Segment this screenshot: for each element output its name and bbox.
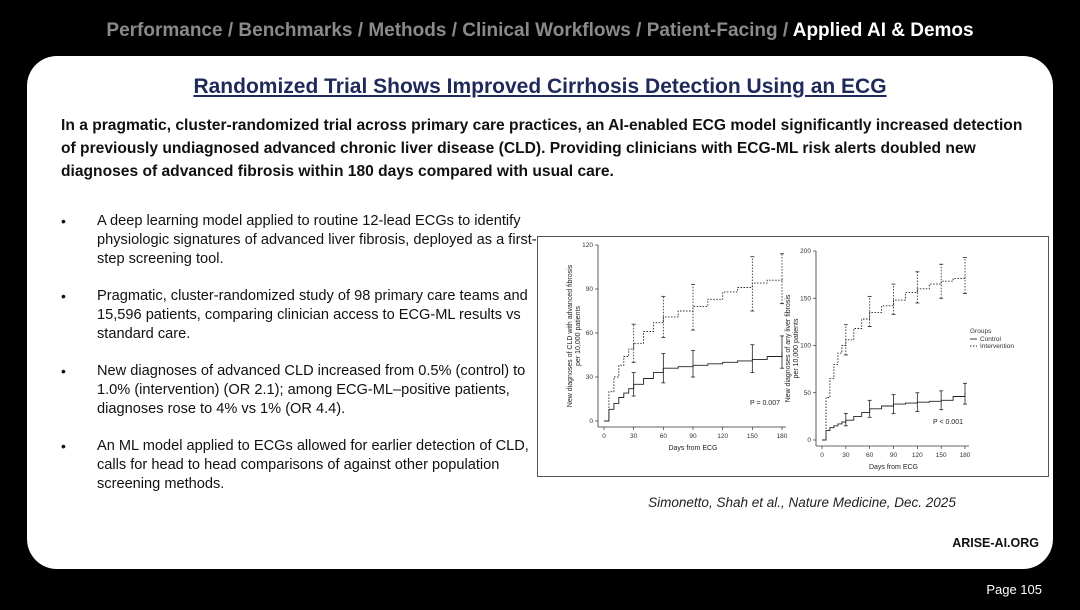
x-tick-label: 0 [602, 433, 606, 440]
chart-figure [537, 236, 1049, 477]
breadcrumb-separator: / [446, 20, 463, 41]
y-axis-label: New diagnoses of CLD with advanced fibrosisper 10,000 patients [567, 264, 582, 408]
y-tick-label: 60 [585, 330, 593, 338]
y-tick-label: 90 [585, 286, 593, 294]
x-tick-label: 120 [911, 452, 923, 459]
bullet-dot-icon: • [61, 213, 66, 229]
y-tick-label: 200 [800, 248, 811, 256]
breadcrumb-item[interactable]: Patient-Facing [646, 20, 778, 41]
bullet-text: A deep learning model applied to routine 12-lead ECGs to identify physiologic signatures of advanced liver fibrosis, deployed as a first-step screening tool. [97, 213, 537, 267]
brand-label: ARISE-AI.ORG [952, 536, 1039, 550]
x-axis-label: Days from ECG [668, 445, 718, 452]
x-tick-label: 60 [866, 452, 874, 459]
legend-title: Groups [970, 328, 992, 335]
bullet-item [55, 287, 555, 344]
breadcrumb-separator: / [352, 20, 369, 41]
breadcrumb-item[interactable]: Performance [106, 20, 223, 41]
bullet-item [55, 437, 555, 494]
x-tick-label: 180 [959, 452, 971, 459]
slide-title: Randomized Trial Shows Improved Cirrhosis Detection Using an ECG [193, 75, 887, 98]
bullet-list [55, 212, 555, 512]
breadcrumb-item[interactable]: Benchmarks [238, 20, 353, 41]
y-axis-label: New diagnoses of any liver fibrosisper 10,000 patients [785, 294, 800, 403]
bullet-dot-icon: • [61, 438, 66, 454]
page-number: Page 105 [986, 582, 1042, 597]
bullet-dot-icon: • [61, 363, 66, 379]
x-tick-label: 60 [659, 433, 667, 440]
y-tick-label: 100 [800, 342, 811, 350]
bullet-item [55, 212, 555, 269]
bullet-item [55, 362, 555, 419]
citation: Simonetto, Shah et al., Nature Medicine, Dec. 2025 [648, 495, 956, 510]
x-tick-label: 90 [889, 452, 898, 459]
breadcrumb-item[interactable]: Applied AI & Demos [792, 20, 974, 41]
x-tick-label: 30 [842, 452, 850, 459]
bullet-text: Pragmatic, cluster-randomized study of 98 primary care teams and 15,596 patients, comparing clinician access to ECG-ML results vs standard care. [97, 288, 528, 342]
x-axis-label: Days from ECG [868, 464, 919, 471]
y-tick-label: 30 [585, 374, 593, 382]
legend-entry: Control [980, 336, 1001, 343]
bullet-text: An ML model applied to ECGs allowed for earlier detection of CLD, calls for head to head comparisons of against other population screening methods. [97, 438, 529, 492]
breadcrumb-item[interactable]: Methods [368, 20, 447, 41]
slide-card [27, 56, 1053, 569]
breadcrumb-separator: / [222, 20, 239, 41]
p-value-annotation: P = 0.007 [749, 400, 780, 407]
x-tick-label: 120 [717, 433, 729, 440]
bullet-text: New diagnoses of advanced CLD increased from 0.5% (control) to 1.0% (intervention) (OR 2.1); among ECG-ML–positive patients, diagnoses rose to 4% vs 1% (OR 4.4). [97, 363, 526, 417]
x-tick-label: 30 [630, 433, 638, 440]
p-value-annotation: P < 0.001 [932, 419, 963, 426]
x-tick-label: 150 [935, 452, 947, 459]
y-tick-label: 0 [589, 418, 593, 426]
breadcrumb-item[interactable]: Clinical Workflows [462, 20, 631, 41]
breadcrumb-separator: / [630, 20, 647, 41]
bullet-dot-icon: • [61, 288, 66, 304]
x-tick-label: 0 [820, 452, 824, 459]
y-tick-label: 50 [803, 389, 811, 397]
chart-svg [538, 237, 1048, 476]
x-tick-label: 180 [776, 433, 788, 440]
y-tick-label: 0 [807, 437, 811, 445]
intro-paragraph: In a pragmatic, cluster-randomized trial across primary care practices, an AI-enabled ECG model significantly increased detection of previously undiagnosed advanced chronic liver disease (CLD). Providing clinicians with ECG-ML risk alerts doubled new diagnoses of advanced fibrosis within 180 days compared with usual care. [61, 117, 1023, 180]
breadcrumb-separator: / [777, 20, 793, 41]
legend-entry: Intervention [980, 343, 1014, 350]
x-tick-label: 150 [746, 433, 758, 440]
y-tick-label: 120 [582, 242, 593, 250]
breadcrumb [0, 20, 1080, 42]
x-tick-label: 90 [689, 433, 697, 440]
y-tick-label: 150 [800, 295, 811, 303]
